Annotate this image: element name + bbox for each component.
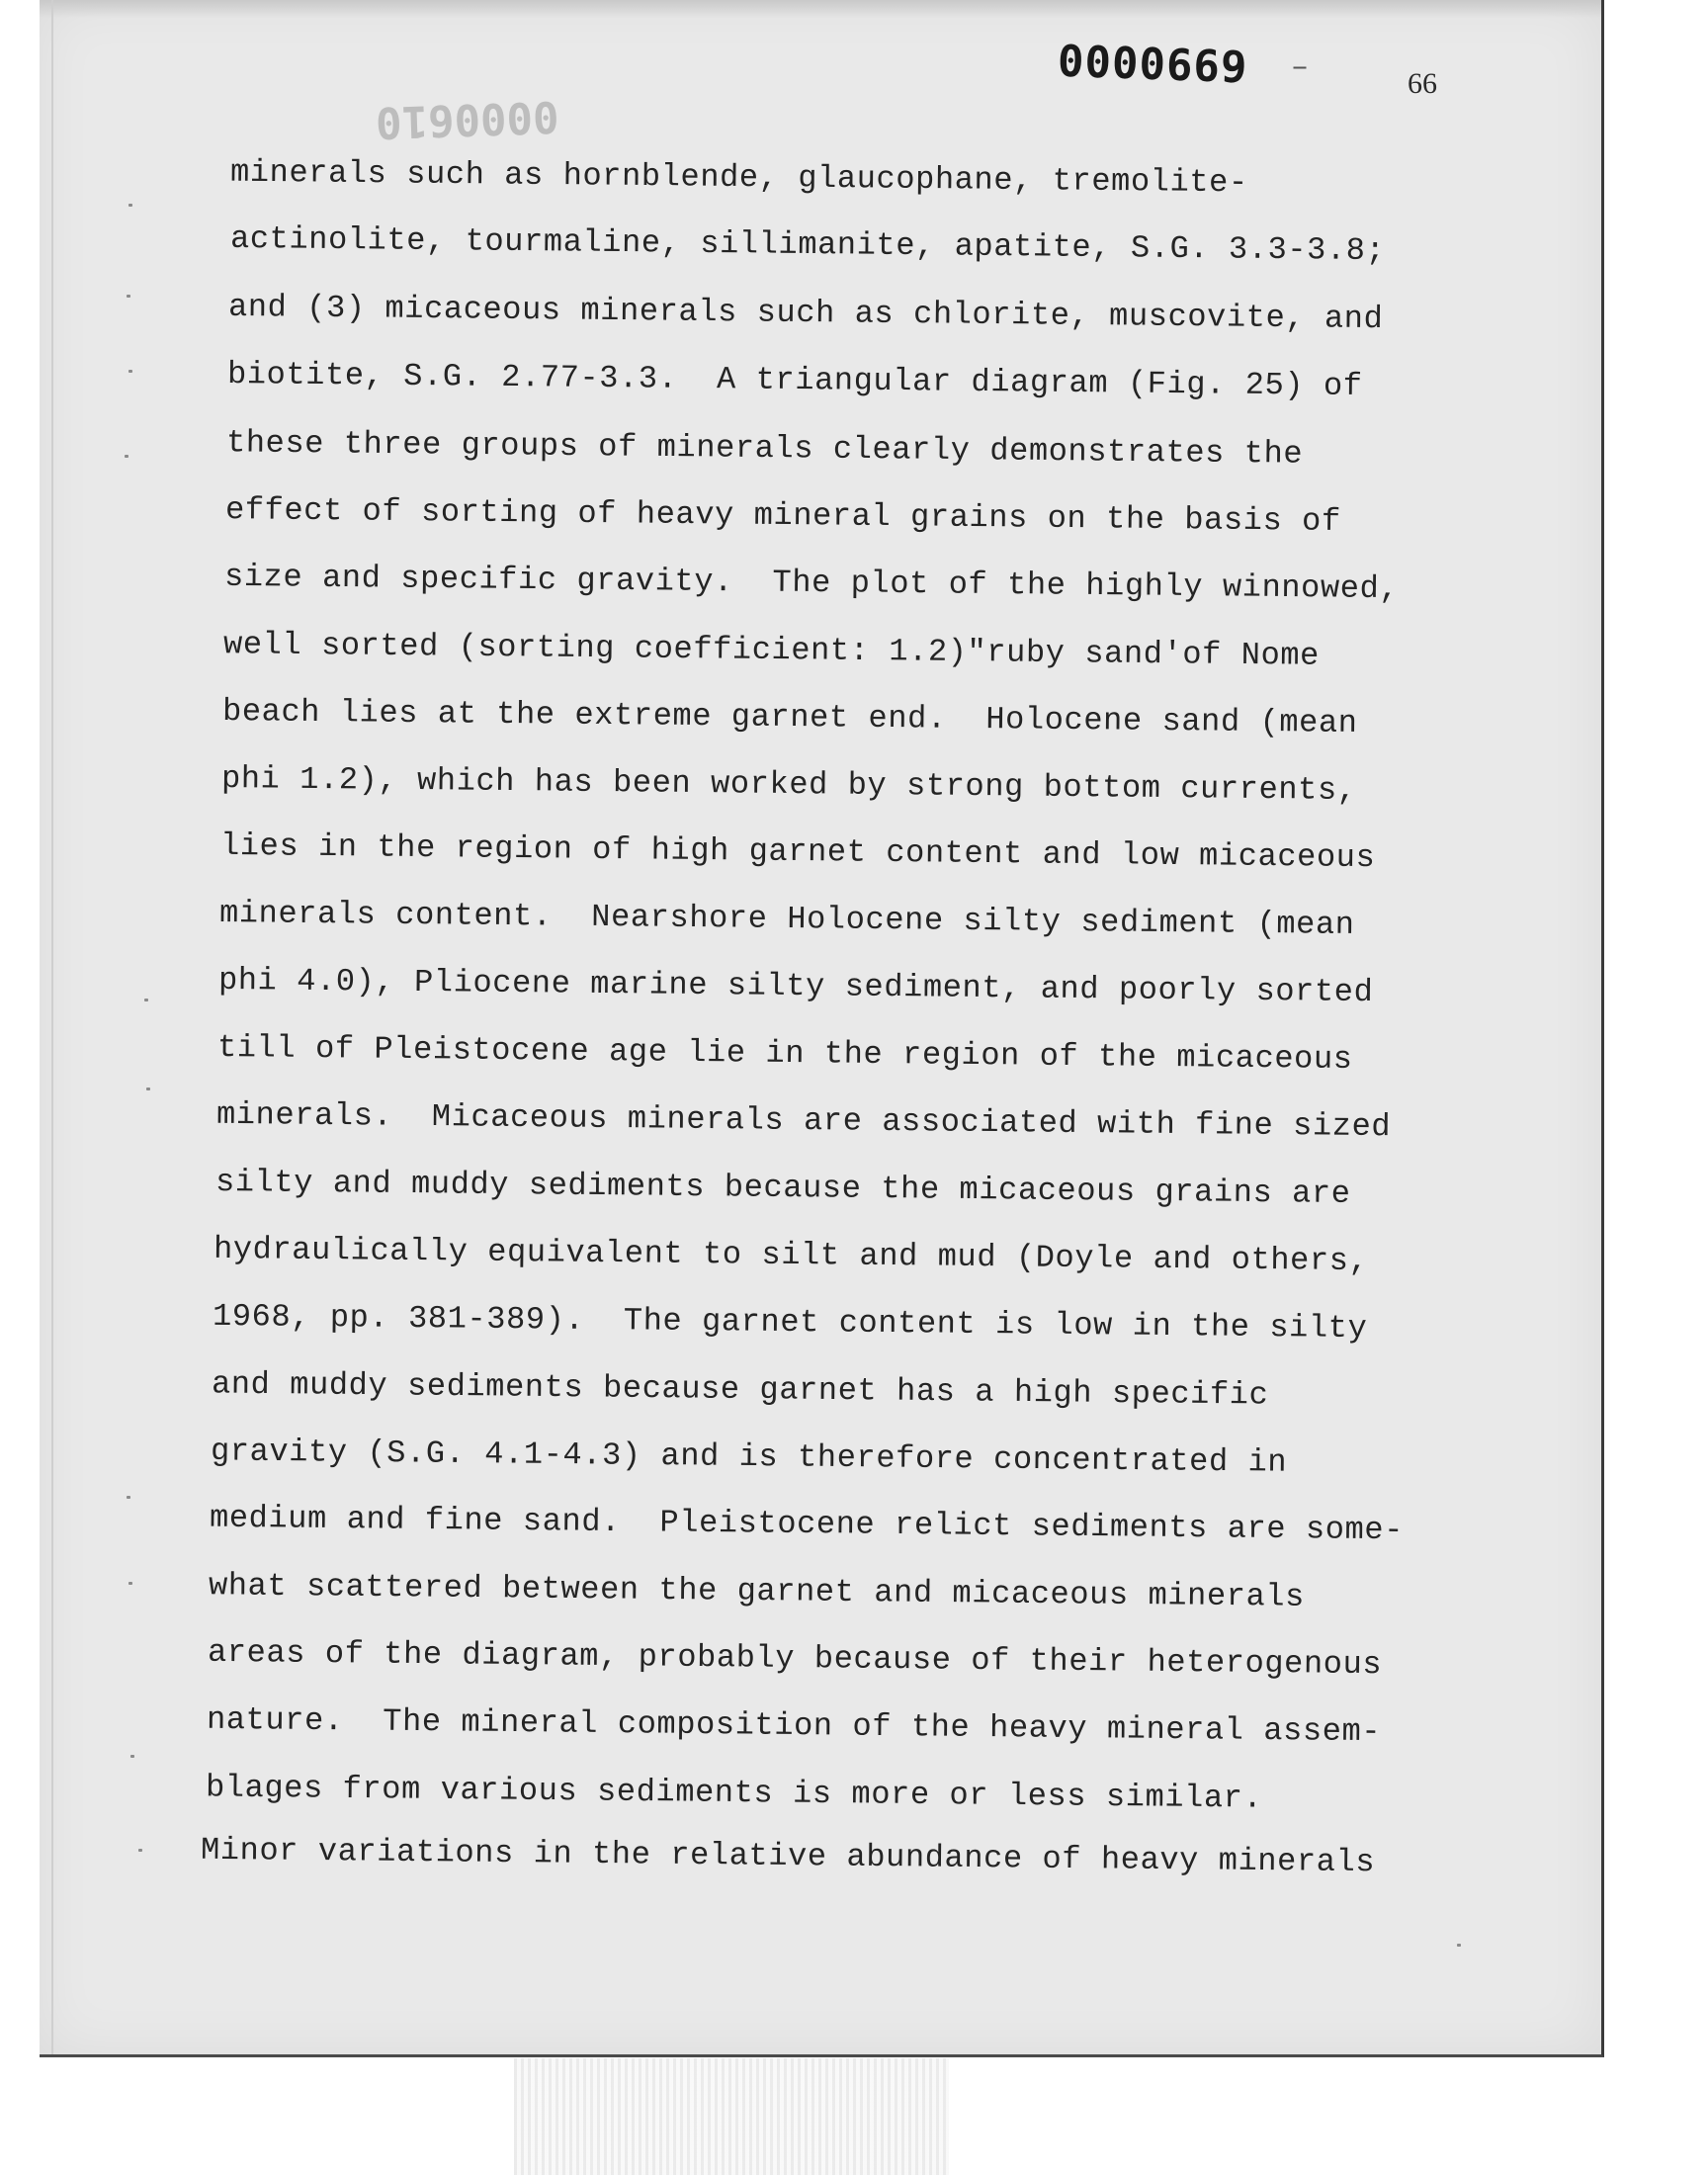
text-line: and (3) micaceous minerals such as chlorite, muscovite, and (227, 288, 1384, 338)
text-line: Minor variations in the relative abundance of heavy minerals (200, 1831, 1376, 1881)
page-number: 66 (1408, 67, 1437, 100)
text-line: biotite, S.G. 2.77-3.3. A triangular diagram (Fig. 25) of (226, 355, 1363, 405)
stamp-number: 0000669 (1057, 36, 1249, 94)
text-line: phi 4.0), Pliocene marine silty sediment, and poorly sorted (217, 961, 1374, 1011)
text-line: size and specific gravity. The plot of the highly winnowed, (223, 558, 1400, 608)
text-line: medium and fine sand. Pleistocene relict sediments are some- (209, 1499, 1405, 1549)
text-line: these three groups of minerals clearly demonstrates the (225, 424, 1304, 473)
text-line: blages from various sediments is more or less similar. (205, 1769, 1263, 1817)
text-line: effect of sorting of heavy mineral grains on the basis of (224, 491, 1341, 540)
text-line: nature. The mineral composition of the heavy mineral assem- (206, 1700, 1382, 1751)
text-line: lies in the region of high garnet content and low micaceous (219, 826, 1376, 877)
text-line: minerals content. Nearshore Holocene silty sediment (mean (218, 894, 1355, 944)
text-line: actinolite, tourmaline, sillimanite, apatite, S.G. 3.3-3.8; (229, 219, 1386, 270)
text-line: well sorted (sorting coefficient: 1.2)"ruby sand'of Nome (222, 626, 1321, 674)
text-line: minerals. Micaceous minerals are associated with fine sized (215, 1095, 1392, 1146)
text-line: and muddy sediments because garnet has a high specific (211, 1365, 1269, 1414)
text-line: till of Pleistocene age lie in the region of the micaceous (216, 1028, 1353, 1079)
text-line: areas of the diagram, probably because of their heterogenous (207, 1633, 1383, 1684)
text-line: hydraulically equivalent to silt and mud (Doyle and others, (213, 1230, 1369, 1280)
text-line: silty and muddy sediments because the micaceous grains are (214, 1163, 1351, 1213)
text-line: gravity (S.G. 4.1-4.3) and is therefore concentrated in (210, 1433, 1288, 1481)
stamp-dash-mark: – (1291, 51, 1310, 85)
text-line: 1968, pp. 381-389). The garnet content is low in the silty (212, 1297, 1368, 1348)
ghost-stamp-number: 0000610 (375, 90, 560, 148)
text-line: phi 1.2), which has been worked by strong bottom currents, (220, 759, 1357, 810)
text-line: minerals such as hornblende, glaucophane, tremolite- (229, 153, 1248, 202)
text-line: beach lies at the extreme garnet end. Holocene sand (mean (221, 692, 1358, 742)
text-line: what scattered between the garnet and micaceous minerals (208, 1567, 1306, 1615)
